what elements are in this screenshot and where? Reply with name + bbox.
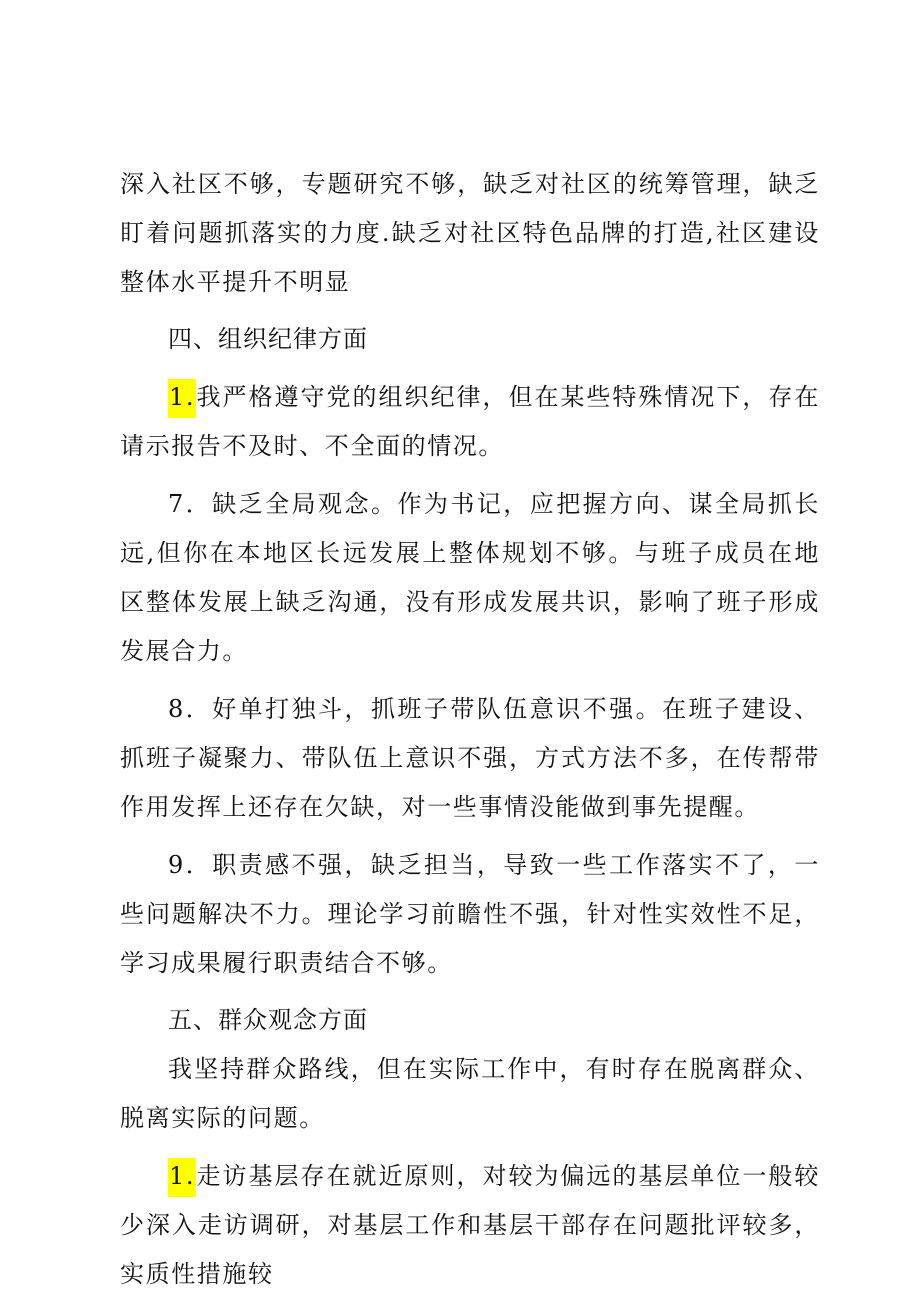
document-body — [120, 160, 820, 1299]
paragraph-mass-line: 我坚持群众路线，但在实际工作中，有时存在脱离群众、脱离实际的问题。 — [120, 1055, 820, 1132]
highlighted-number: 1. — [168, 379, 196, 418]
paragraph-intro: 深入社区不够，专题研究不够，缺乏对社区的统筹管理，缺乏盯着问题抓落实的力度.缺乏对社区特色品牌的打造,社区建设整体水平提升不明显 — [120, 170, 820, 296]
section-heading-mass-perspective: 五、群众观念方面 — [168, 1006, 368, 1034]
list-item-text: 走访基层存在就近原则，对较为偏远的基层单位一般较少深入走访调研，对基层工作和基层干部存在问题批评较多，实质性措施较 — [120, 1162, 820, 1288]
list-item-7-overall-view: 7．缺乏全局观念。作为书记，应把握方向、谋全局抓长远,但你在本地区长远发展上整体规划不够。与班子成员在地区整体发展上缺乏沟通，没有形成发展共识，影响了班子形成发展合力。 — [120, 490, 820, 665]
list-item-1-organizational-discipline — [120, 373, 820, 471]
list-item-9-responsibility: 9．职责感不强，缺乏担当，导致一些工作落实不了，一些问题解决不力。理论学习前瞻性不强，针对性实效性不足，学习成果履行职责结合不够。 — [120, 851, 820, 977]
list-item-8-team-building: 8．好单打独斗，抓班子带队伍意识不强。在班子建设、抓班子凝聚力、带队伍上意识不强，方式方法不多，在传帮带作用发挥上还存在欠缺，对一些事情没能做到事先提醒。 — [120, 695, 820, 821]
highlighted-number: 1. — [168, 1158, 196, 1197]
section-heading-organizational-discipline: 四、组织纪律方面 — [168, 325, 368, 353]
list-item-1-grassroots-visits — [120, 1152, 820, 1299]
list-item-text: 我严格遵守党的组织纪律，但在某些特殊情况下，存在请示报告不及时、不全面的情况。 — [120, 383, 820, 460]
